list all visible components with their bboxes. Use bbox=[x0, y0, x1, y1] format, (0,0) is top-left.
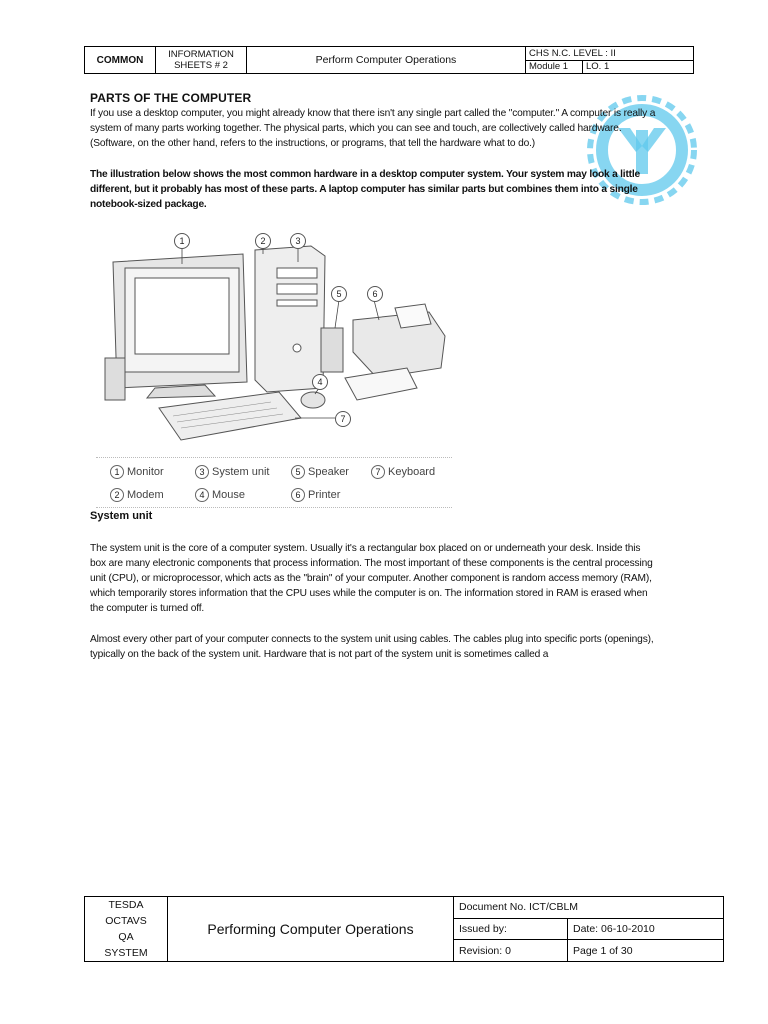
header-lo: LO. 1 bbox=[583, 60, 694, 74]
system-unit-paragraph bbox=[90, 541, 656, 616]
legend-number: 5 bbox=[291, 465, 305, 479]
header-module: Module 1 bbox=[526, 60, 583, 74]
legend-number: 2 bbox=[110, 488, 124, 502]
page-heading: PARTS OF THE COMPUTER bbox=[90, 91, 252, 105]
callout-4: 4 bbox=[312, 374, 328, 390]
footer-table bbox=[84, 896, 724, 962]
cables-paragraph bbox=[90, 632, 656, 662]
footer-org-line4: SYSTEM bbox=[104, 947, 148, 959]
callout-7: 7 bbox=[335, 411, 351, 427]
footer-org-line3: QA bbox=[118, 931, 134, 943]
header-level: CHS N.C. LEVEL : II bbox=[526, 47, 694, 61]
legend-divider-bottom bbox=[96, 507, 452, 508]
legend-label: Keyboard bbox=[388, 466, 436, 478]
legend-number: 4 bbox=[195, 488, 209, 502]
header-info-line2: SHEETS # 2 bbox=[174, 60, 228, 71]
header-table bbox=[84, 46, 694, 74]
footer-org bbox=[85, 897, 168, 962]
header-title: Perform Computer Operations bbox=[247, 47, 526, 74]
legend-item-speaker bbox=[291, 465, 349, 479]
footer-date: Date: 06-10-2010 bbox=[568, 918, 724, 940]
callout-3: 3 bbox=[290, 233, 306, 249]
section-subheading: System unit bbox=[90, 510, 153, 522]
legend-divider-top bbox=[96, 457, 452, 458]
legend-label: System unit bbox=[212, 466, 270, 478]
legend-number: 3 bbox=[195, 465, 209, 479]
footer-title: Performing Computer Operations bbox=[168, 897, 454, 962]
illustration-text: The illustration below shows the most common hardware in a desktop computer system. Your system may look a little different, but it probably has most of these parts. A laptop computer has similar parts but combines them into a single notebook-sized package. bbox=[90, 169, 640, 210]
legend-number: 6 bbox=[291, 488, 305, 502]
legend-item-modem bbox=[110, 488, 164, 502]
intro-paragraph bbox=[90, 106, 656, 151]
legend-item-printer bbox=[291, 488, 340, 502]
footer-page: Page 1 of 30 bbox=[568, 940, 724, 962]
footer-org-line2: OCTAVS bbox=[105, 915, 147, 927]
callout-2: 2 bbox=[255, 233, 271, 249]
header-common: COMMON bbox=[85, 47, 156, 74]
legend-label: Mouse bbox=[212, 489, 246, 501]
legend-item-keyboard bbox=[371, 465, 435, 479]
header-info-sheets bbox=[156, 47, 247, 74]
legend-item-mouse bbox=[195, 488, 245, 502]
legend-item-monitor bbox=[110, 465, 164, 479]
legend-label: Speaker bbox=[308, 466, 349, 478]
system-unit-text: The system unit is the core of a computer system. Usually it's a rectangular box placed on or underneath your desk. Inside this box are many electronic components that process information. The most important of these components is the central processing unit (CPU), or microprocessor, which acts as the "brain" of your computer. Another component is random access memory (RAM), which temporarily stores information that the CPU uses while the computer is on. The information stored in RAM is erased when the computer is turned off. bbox=[90, 543, 653, 614]
legend-label: Monitor bbox=[127, 466, 164, 478]
legend-label: Printer bbox=[308, 489, 341, 501]
legend-number: 7 bbox=[371, 465, 385, 479]
legend-number: 1 bbox=[110, 465, 124, 479]
callout-6: 6 bbox=[367, 286, 383, 302]
intro-text: If you use a desktop computer, you might already know that there isn't any single part called the "computer." A computer is really a system of many parts working together. The physical parts, which you can see and touch, are collectively called hardware. (Software, on the other hand, refers to the instructions, or programs, that tell the hardware what to do.) bbox=[90, 108, 656, 149]
footer-org-line1: TESDA bbox=[108, 899, 144, 911]
legend-item-system-unit bbox=[195, 465, 269, 479]
header-info-line1: INFORMATION bbox=[168, 49, 234, 60]
cables-text: Almost every other part of your computer connects to the system unit using cables. The cables plug into specific ports (openings), typically on the back of the system unit. Hardware that is not part of the system unit is sometimes called a bbox=[90, 634, 654, 660]
callout-1: 1 bbox=[174, 233, 190, 249]
illustration-paragraph bbox=[90, 167, 656, 212]
footer-doc-no: Document No. ICT/CBLM bbox=[454, 897, 724, 919]
computer-hardware-illustration bbox=[95, 228, 455, 458]
callout-5: 5 bbox=[331, 286, 347, 302]
footer-issued-by: Issued by: bbox=[454, 918, 568, 940]
legend-label: Modem bbox=[127, 489, 164, 501]
footer-revision: Revision: 0 bbox=[454, 940, 568, 962]
